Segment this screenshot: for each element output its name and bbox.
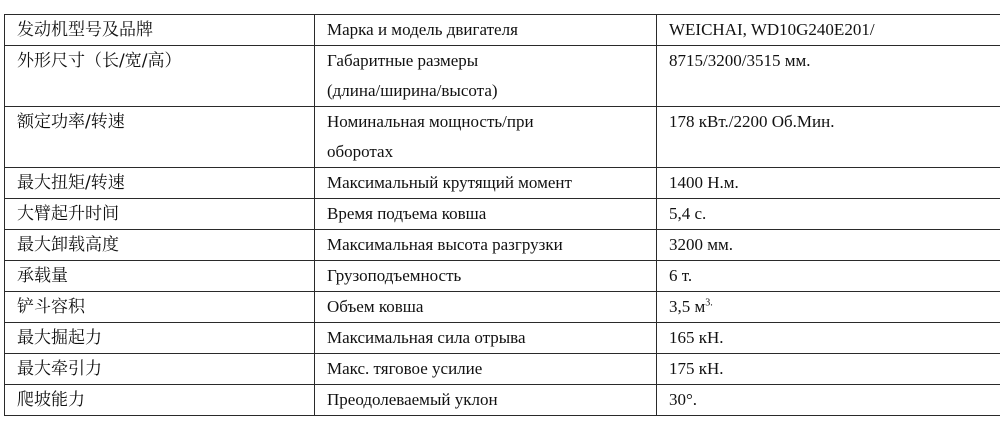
param-name-ru: Преодолеваемый уклон xyxy=(315,385,657,416)
param-name-zh: 铲斗容积 xyxy=(5,292,315,323)
param-name-zh: 最大牵引力 xyxy=(5,354,315,385)
param-name-ru: Номинальная мощность/при оборотах xyxy=(315,107,657,168)
param-name-ru: Габаритные размеры (длина/ширина/высота) xyxy=(315,46,657,107)
table-row xyxy=(5,292,1000,323)
param-name-zh: 最大卸载高度 xyxy=(5,230,315,261)
table-row xyxy=(5,15,1000,46)
table-row xyxy=(5,107,1000,168)
param-name-ru: Время подъема ковша xyxy=(315,199,657,230)
param-value: WEICHAI, WD10G240E201/ xyxy=(657,15,1000,46)
unit-superscript: 3. xyxy=(705,297,713,309)
spec-table xyxy=(4,14,1000,416)
param-value: 178 кВт./2200 Об.Мин. xyxy=(657,107,1000,168)
param-value: 165 кН. xyxy=(657,323,1000,354)
table-row xyxy=(5,385,1000,416)
table-row xyxy=(5,354,1000,385)
param-name-ru: Марка и модель двигателя xyxy=(315,15,657,46)
param-name-zh: 爬坡能力 xyxy=(5,385,315,416)
param-value: 1400 Н.м. xyxy=(657,168,1000,199)
table-row xyxy=(5,199,1000,230)
param-name-ru: Максимальный крутящий момент xyxy=(315,168,657,199)
param-name-zh: 发动机型号及品牌 xyxy=(5,15,315,46)
table-row xyxy=(5,46,1000,107)
param-value xyxy=(657,292,1000,323)
param-value: 3200 мм. xyxy=(657,230,1000,261)
table-row xyxy=(5,168,1000,199)
param-name-zh: 外形尺寸（长/宽/高） xyxy=(5,46,315,107)
param-name-zh: 额定功率/转速 xyxy=(5,107,315,168)
table-row xyxy=(5,261,1000,292)
param-value-text: 3,5 м xyxy=(669,297,706,316)
param-value: 6 т. xyxy=(657,261,1000,292)
param-value: 8715/3200/3515 мм. xyxy=(657,46,1000,107)
table-row xyxy=(5,230,1000,261)
param-value: 175 кН. xyxy=(657,354,1000,385)
param-name-ru: Макс. тяговое усилие xyxy=(315,354,657,385)
param-name-zh: 大臂起升时间 xyxy=(5,199,315,230)
table-row xyxy=(5,323,1000,354)
param-name-ru: Грузоподъемность xyxy=(315,261,657,292)
param-value: 5,4 с. xyxy=(657,199,1000,230)
param-name-ru: Объем ковша xyxy=(315,292,657,323)
param-value: 30°. xyxy=(657,385,1000,416)
param-name-zh: 承载量 xyxy=(5,261,315,292)
param-name-ru: Максимальная высота разгрузки xyxy=(315,230,657,261)
param-name-zh: 最大掘起力 xyxy=(5,323,315,354)
param-name-zh: 最大扭矩/转速 xyxy=(5,168,315,199)
param-name-ru: Максимальная сила отрыва xyxy=(315,323,657,354)
